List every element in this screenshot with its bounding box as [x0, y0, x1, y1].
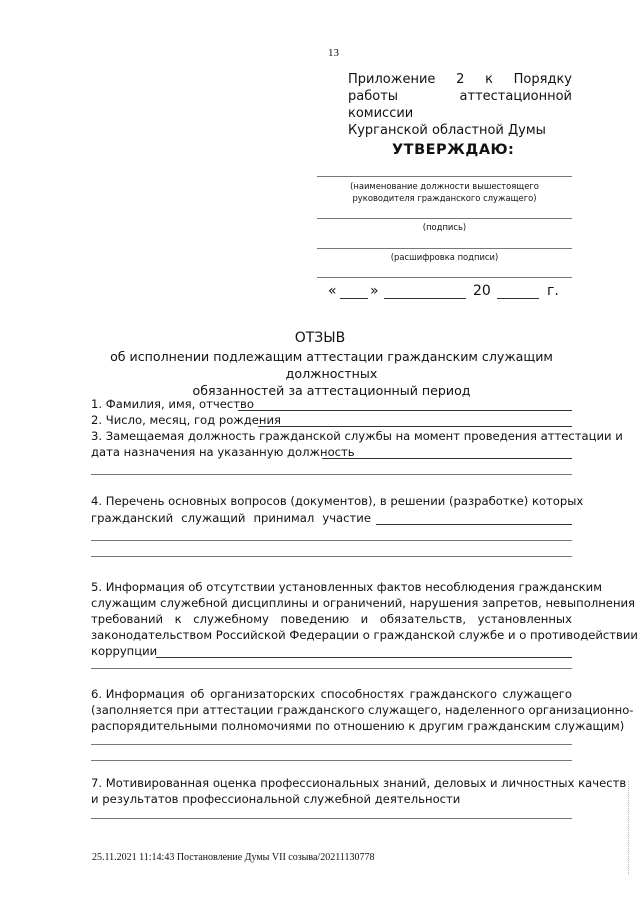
subtitle-line: об исполнении подлежащим аттестации гражданским служащим должностных — [110, 349, 553, 381]
signature-line — [317, 218, 572, 219]
field-4-label — [91, 494, 584, 508]
field-5-label-e: коррупции — [91, 644, 158, 658]
appendix-line-1 — [348, 71, 572, 88]
page-number: 13 — [328, 47, 339, 59]
field-7-line-text: 7. Мотивированная оценка профессиональных знаний, деловых и личностных качеств — [91, 776, 627, 790]
word: к — [174, 612, 182, 626]
field-4-line-2 — [91, 540, 572, 541]
signature-decode-line — [317, 248, 572, 249]
date-day-line — [340, 298, 368, 299]
field-3-line-2 — [91, 474, 572, 475]
field-5-line — [156, 657, 572, 658]
word: 6. Информация — [91, 687, 185, 701]
date-close-quote: » — [370, 283, 379, 299]
field-4-line-text: 4. Перечень основных вопросов (документов), в решении (разработке) которых — [91, 494, 584, 508]
field-2-label: 2. Число, месяц, год рождения — [91, 413, 281, 427]
date-open-quote: « — [328, 283, 337, 299]
field-3-label: 3. Замещаемая должность гражданской службы на момент проведения аттестации и — [91, 429, 623, 443]
date-year-line — [497, 298, 539, 299]
field-5-label-b — [91, 596, 636, 610]
approver-position-caption — [317, 180, 572, 204]
scan-edge-dots — [628, 780, 631, 875]
field-1-line — [238, 410, 572, 411]
appendix-line-2: работы аттестационной комиссии — [348, 89, 572, 121]
document-subtitle — [91, 348, 572, 399]
word: служащего — [502, 687, 572, 701]
field-5-label — [91, 580, 602, 594]
appendix-word: к — [485, 72, 493, 87]
subtitle-line: обязанностей за аттестационный период — [192, 383, 471, 398]
word: обязательств, — [379, 612, 467, 626]
field-3-label-cont: дата назначения на указанную должность — [91, 445, 355, 459]
footer-stamp: 25.11.2021 11:14:43 Постановление Думы VII созыва/20211130778 — [92, 852, 375, 863]
appendix-word: Приложение — [348, 72, 436, 87]
field-6-line-text: (заполняется при аттестации гражданского служащего, наделенного организационно- — [91, 703, 634, 717]
word: участие — [322, 511, 371, 525]
word: служащий — [181, 511, 246, 525]
divider-line — [317, 277, 572, 278]
field-7-line — [91, 818, 572, 819]
word: об — [190, 687, 205, 701]
document-title: ОТЗЫВ — [294, 330, 346, 346]
word: принимал — [253, 511, 315, 525]
appendix-line-3: Курганской областной Думы — [348, 123, 546, 138]
field-2-line — [258, 426, 572, 427]
word: установленных — [477, 612, 572, 626]
date-month-line — [384, 298, 466, 299]
appendix-block — [348, 71, 572, 139]
field-4-label-cont — [91, 511, 371, 525]
word: организаторских — [210, 687, 316, 701]
field-5-line-2 — [91, 668, 572, 669]
field-4-line — [376, 524, 572, 525]
field-4-line-3 — [91, 556, 572, 557]
field-6-label — [91, 687, 572, 701]
approve-title: УТВЕРЖДАЮ: — [392, 142, 515, 158]
word: способностях — [320, 687, 404, 701]
appendix-word: Порядку — [513, 72, 572, 87]
date-year-suffix: г. — [547, 283, 559, 299]
field-5-line-text: законодательством Российской Федерации о гражданской службе и о противодействии — [91, 628, 638, 642]
field-5-label-c — [91, 612, 572, 626]
approver-position-line — [317, 176, 572, 177]
field-6-line-2 — [91, 760, 572, 761]
word: поведению — [280, 612, 350, 626]
date-year-prefix: 20 — [473, 283, 491, 299]
field-6-line — [91, 744, 572, 745]
caption-line: руководителя гражданского служащего) — [352, 193, 537, 203]
field-7-label-b: и результатов профессиональной служебной деятельности — [91, 792, 461, 806]
field-3-line — [322, 458, 572, 459]
field-1-label: 1. Фамилия, имя, отчество — [91, 397, 254, 411]
word: и — [360, 612, 369, 626]
appendix-word: 2 — [456, 72, 465, 87]
signature-caption: (подпись) — [422, 222, 467, 232]
field-5-line-text: служащим служебной дисциплины и ограничений, нарушения запретов, невыполнения — [91, 596, 636, 610]
word: служебному — [193, 612, 269, 626]
field-7-label — [91, 776, 627, 790]
field-5-line-text: 5. Информация об отсутствии установленных фактов несоблюдения гражданским — [91, 580, 602, 594]
field-5-label-d — [91, 628, 638, 642]
word: гражданский — [91, 511, 174, 525]
signature-decode-caption: (расшифровка подписи) — [390, 252, 499, 262]
caption-line: (наименование должности вышестоящего — [350, 181, 539, 191]
field-6-label-c: распорядительными полномочиями по отношению к другим гражданским служащим) — [91, 719, 625, 733]
word: гражданского — [409, 687, 497, 701]
word: требований — [91, 612, 164, 626]
field-6-label-b — [91, 703, 634, 717]
